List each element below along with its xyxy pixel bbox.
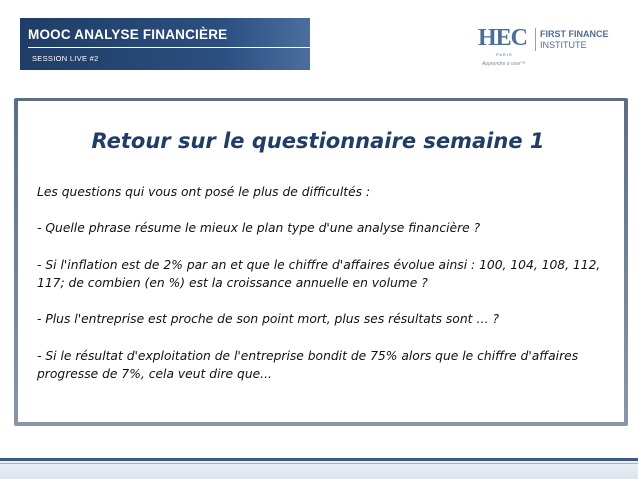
slide-title: Retour sur le questionnaire semaine 1	[91, 129, 545, 153]
intro-text: Les questions qui vous ont posé le plus de difficultés :	[37, 185, 371, 199]
logo-paris-text: PARIS	[496, 52, 513, 57]
hec-ffi-logo	[478, 24, 628, 70]
logo-hec-text: HEC	[478, 25, 528, 51]
question-item: - Si le résultat d'exploitation de l'entreprise bondit de 75% alors que le chiffre d'affaires progresse de 7%, cela veut dire que...	[37, 348, 579, 381]
logo-tagline: Apprendre à oser™	[482, 61, 526, 67]
footer-rule-thin	[0, 463, 638, 464]
question-item: - Si l'inflation est de 2% par an et que le chiffre d'affaires évolue ainsi : 100, 104, 108, 112, 117; de combien (en %) est la croissance annuelle en volume ?	[37, 257, 601, 290]
logo-institute: INSTITUTE	[540, 40, 587, 50]
header-divider	[28, 47, 313, 48]
question-item: - Quelle phrase résume le mieux le plan type d'une analyse financière ?	[37, 221, 481, 236]
slide-body	[37, 183, 617, 383]
question-item: - Plus l'entreprise est proche de son point mort, plus ses résultats sont … ?	[37, 312, 500, 327]
course-title: MOOC ANALYSE FINANCIÈRE	[28, 27, 228, 42]
footer-rule	[0, 458, 638, 461]
logo-separator	[535, 28, 536, 51]
footer-strip	[0, 458, 638, 479]
logo-first-finance: FIRST FINANCE	[540, 29, 609, 39]
session-label: SESSION LIVE #2	[32, 54, 99, 63]
